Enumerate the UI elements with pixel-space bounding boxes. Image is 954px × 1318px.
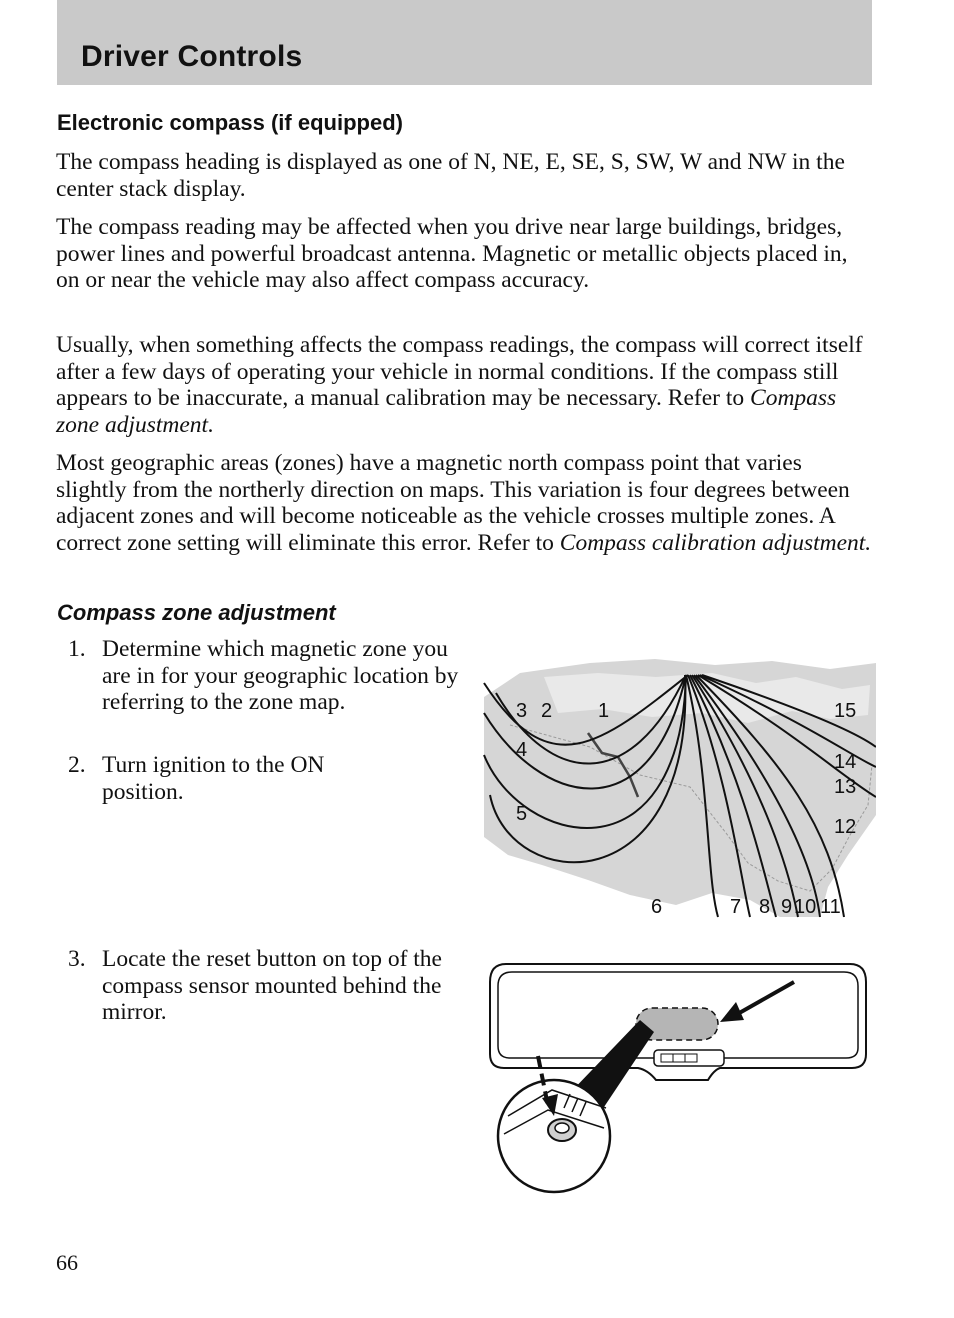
paragraph-magnetic-zones — [56, 450, 874, 556]
zone-label-15: 15 — [834, 700, 857, 722]
zone-label-10: 10 — [794, 896, 817, 918]
step-number: 3. — [68, 946, 86, 972]
zone-label-3: 3 — [516, 700, 528, 722]
paragraph-compass-interference: The compass reading may be affected when you drive near large buildings, bridges, power lines and powerful broadcast antenna. Magnetic or metallic objects placed in, on or near the vehicle may also affect compass accuracy. — [56, 214, 848, 293]
rearview-mirror-illustration — [486, 958, 870, 1198]
step-3 — [68, 946, 468, 1026]
section-header-bar — [57, 0, 872, 85]
mirror-indicator-buttons — [661, 1054, 697, 1062]
step-text: Determine which magnetic zone you are in for your geographic location by referring to the zone map. — [102, 636, 459, 715]
section-heading: Electronic compass (if equipped) — [57, 110, 403, 135]
subsection-heading: Compass zone adjustment — [57, 600, 336, 625]
zone-label-2: 2 — [541, 700, 553, 722]
paragraph-text: Usually, when something affects the compass readings, the compass will correct itself after a few days of operating your vehicle in normal conditions. If the compass still appears to be inaccurate, a manual calibration may be necessary. Refer to — [56, 332, 863, 411]
zone-label-13: 13 — [834, 776, 857, 798]
zone-label-6: 6 — [651, 896, 663, 918]
paragraph-text: Most geographic areas (zones) have a magnetic north compass point that varies slightly from the northerly direction on maps. This variation is four degrees between adjacent zones and will become noticeable as the vehicle crosses multiple zones. A correct zone setting will eliminate this error. Refer to — [56, 450, 850, 556]
step-1 — [68, 636, 468, 716]
page-title: Driver Controls — [81, 40, 303, 73]
zone-label-11: 11 — [820, 896, 841, 918]
zone-label-9: 9 — [781, 896, 793, 918]
step-number: 1. — [68, 636, 86, 662]
step-number: 2. — [68, 752, 86, 778]
page-number: 66 — [56, 1250, 78, 1275]
step-text: Locate the reset button on top of the compass sensor mounted behind the mirror. — [102, 946, 442, 1025]
step-text: Turn ignition to the ON position. — [102, 752, 325, 805]
magnetic-zone-map — [480, 655, 876, 920]
zone-label-8: 8 — [759, 896, 771, 918]
cross-reference-calibration-adjustment: Compass calibration adjustment. — [559, 529, 872, 556]
zone-label-4: 4 — [516, 739, 528, 761]
zone-label-7: 7 — [730, 896, 742, 918]
paragraph-compass-heading: The compass heading is displayed as one of N, NE, E, SE, S, SW, W and NW in the center stack display. — [56, 149, 845, 202]
zone-label-14: 14 — [834, 751, 857, 773]
zone-label-5: 5 — [516, 803, 528, 825]
step-2 — [68, 752, 468, 805]
zone-label-1: 1 — [598, 700, 610, 722]
reset-button-icon — [555, 1123, 569, 1133]
zone-label-12: 12 — [834, 816, 857, 838]
cross-reference-zone-adjustment: Compass zone adjustment. — [56, 385, 837, 438]
paragraph-compass-correction — [56, 332, 874, 438]
